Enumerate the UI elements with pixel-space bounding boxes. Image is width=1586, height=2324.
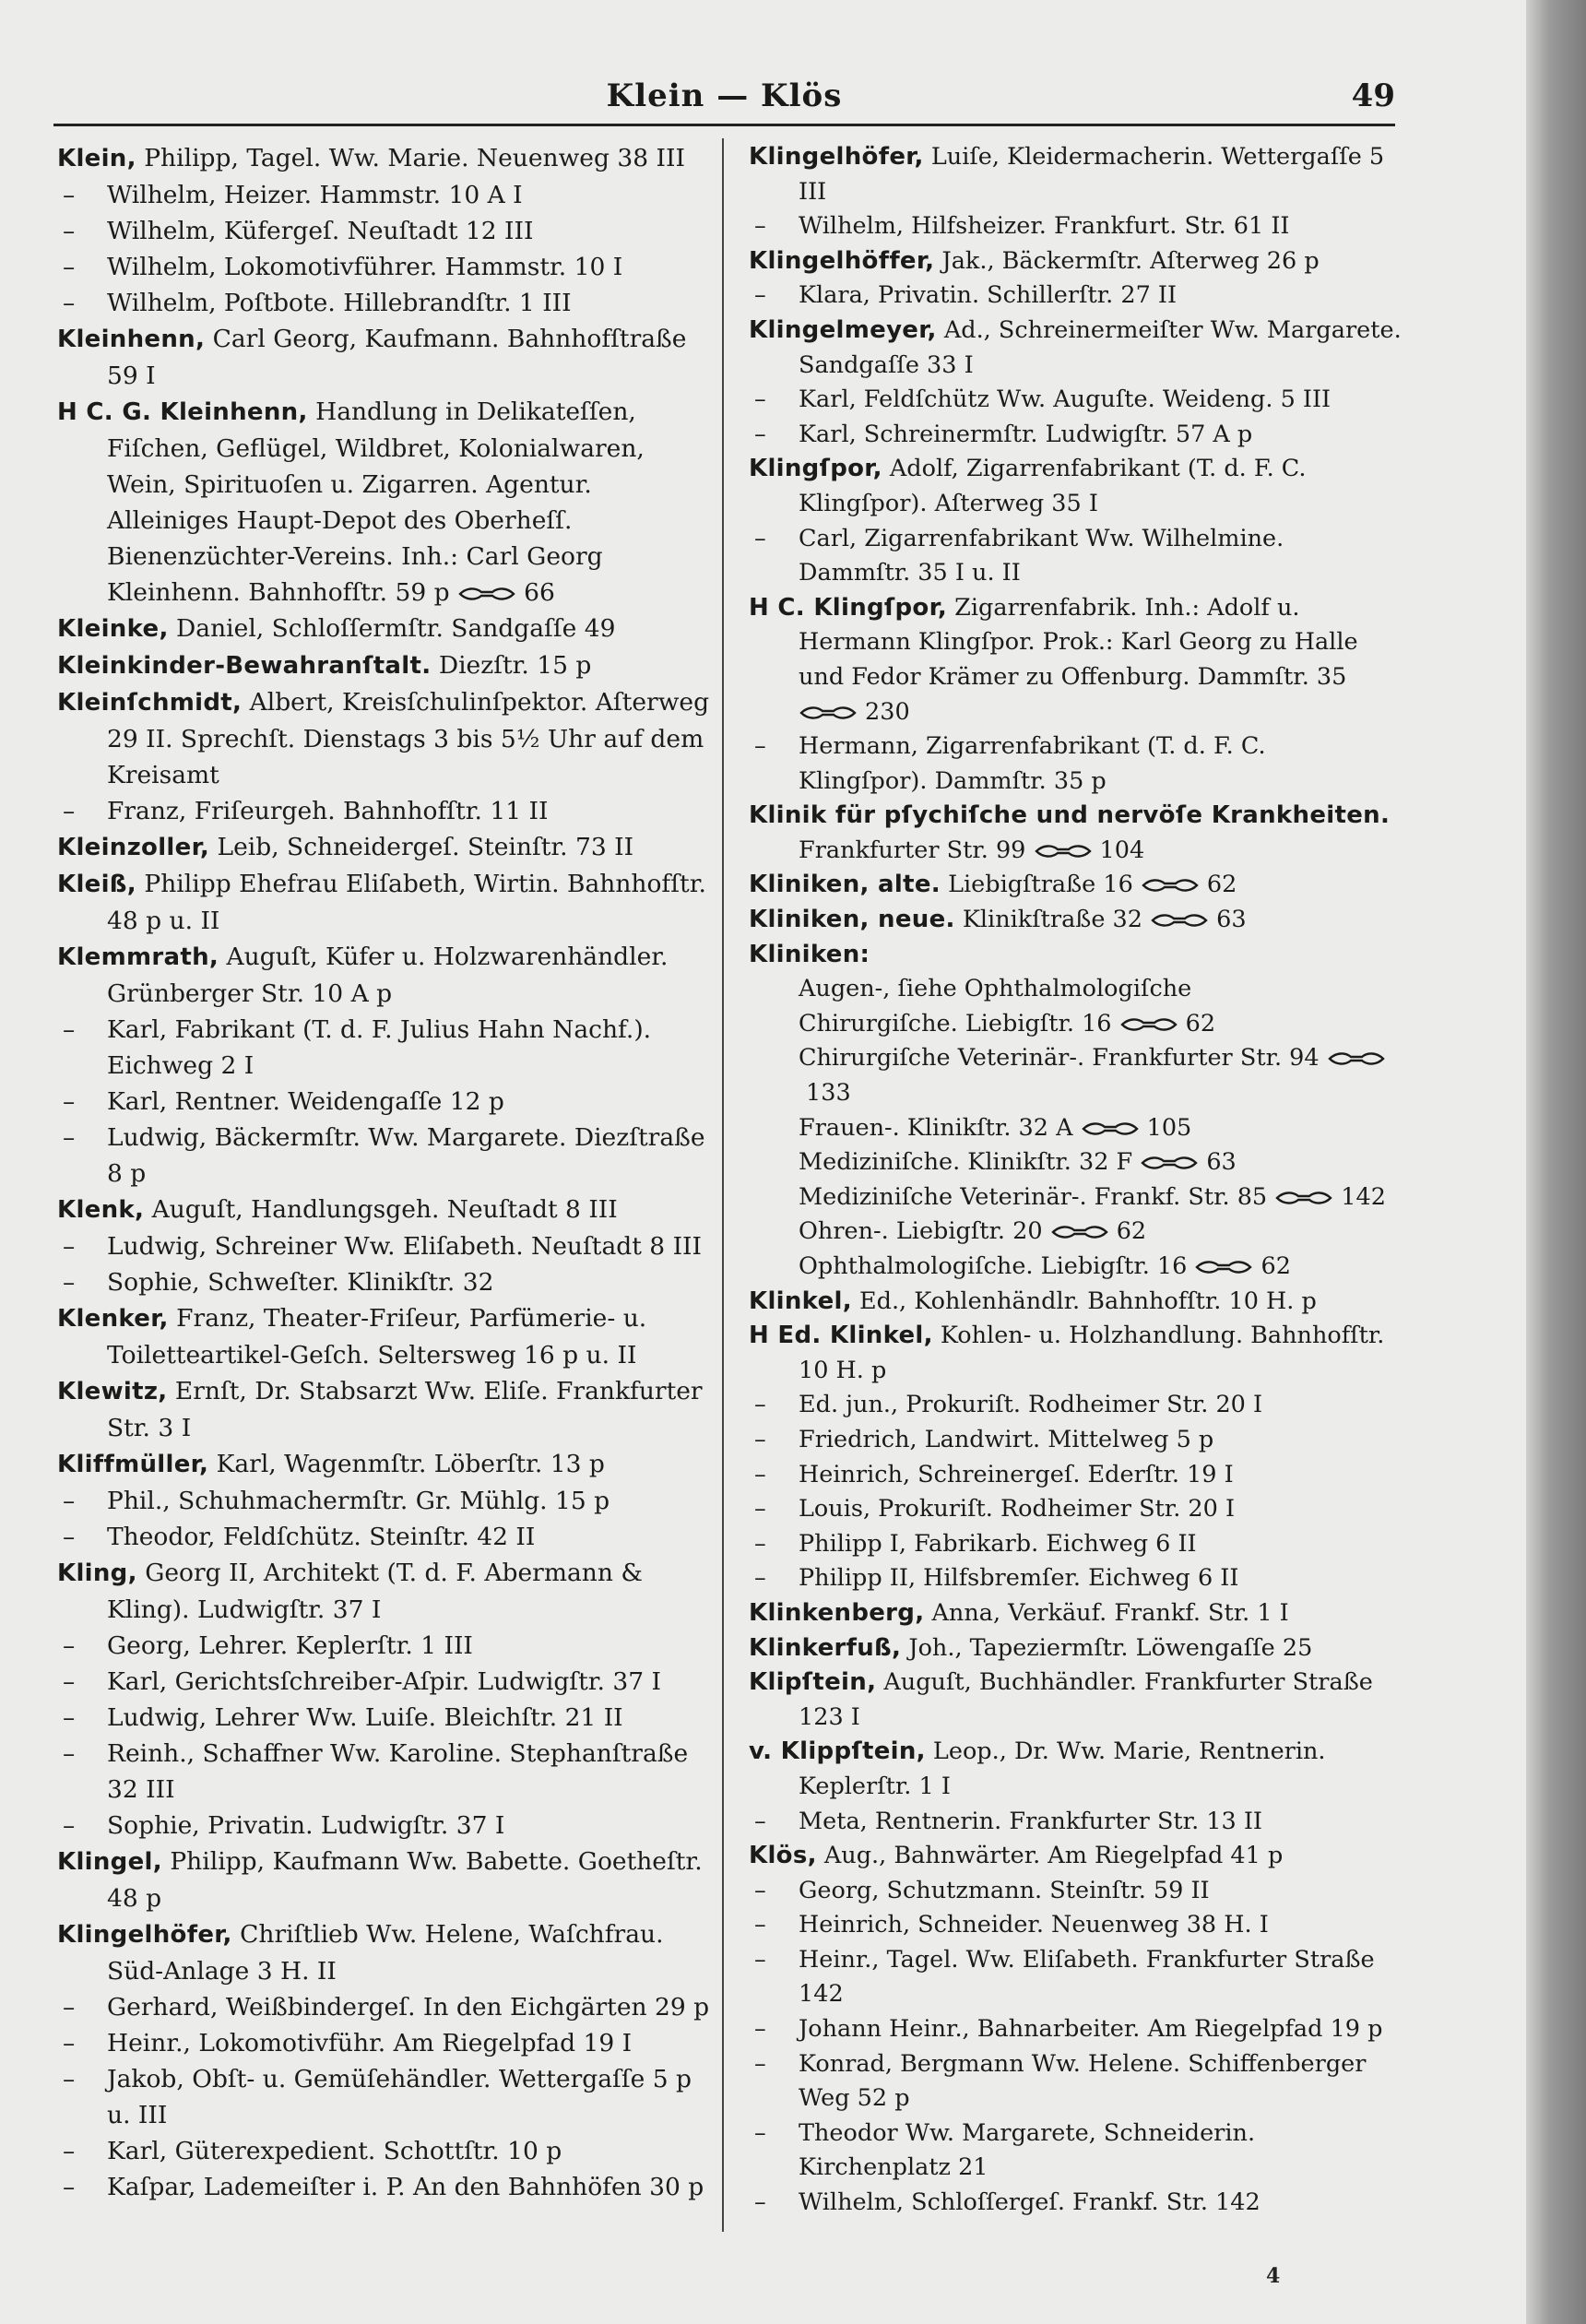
directory-entry: [57, 1736, 710, 1808]
directory-entry: [749, 1527, 1402, 1562]
entry-name: Klingſpor,: [749, 455, 882, 483]
ditto-dash: –: [63, 1087, 76, 1116]
entry-details: Leib, Schneidergeſ. Steinſtr. 73 II: [209, 833, 634, 861]
directory-entry: [749, 1492, 1402, 1527]
entry-details: Wilhelm, Schloſſergeſ. Frankf. Str. 142: [799, 2188, 1261, 2217]
ditto-dash: –: [754, 1876, 766, 1904]
directory-entry: [749, 314, 1402, 383]
entry-details: Ludwig, Bäckermſtr. Ww. Margarete. Diezſtraße 8 p: [107, 1123, 705, 1188]
telephone-icon: [1034, 843, 1093, 860]
directory-entry: [57, 684, 710, 793]
ditto-dash: –: [754, 2118, 766, 2147]
entry-details: Carl Georg, Kaufmann. Bahnhofſtraße 59 I: [107, 325, 687, 390]
column-divider: [722, 138, 724, 2232]
entry-details: Auguſt, Buchhändler. Frankfurter Straße 123 I: [799, 1668, 1373, 1731]
entry-name: Kling,: [57, 1559, 137, 1587]
directory-entry: [749, 1145, 1402, 1180]
entry-details: Sophie, Schweſter. Klinikſtr. 32: [107, 1268, 494, 1297]
entry-details: Gerhard, Weißbindergeſ. In den Eichgärten 29 p: [107, 1993, 710, 2022]
directory-entry: [749, 2047, 1402, 2116]
directory-entry: [57, 177, 710, 213]
directory-entry: [749, 1596, 1402, 1631]
entry-details: Ernſt, Dr. Stabsarzt Ww. Eliſe. Frankfurter Str. 3 I: [107, 1377, 703, 1442]
ditto-dash: –: [754, 281, 766, 310]
directory-entry: [749, 1631, 1402, 1666]
entry-details: Theodor, Feldſchütz. Steinſtr. 42 II: [107, 1523, 536, 1551]
telephone-icon: [1140, 1155, 1199, 1171]
entry-details: Philipp I, Fabrikarb. Eichweg 6 II: [799, 1529, 1197, 1558]
entry-details: Klinikſtraße 32: [954, 906, 1142, 934]
entry-details: Luiſe, Kleidermacherin. Wettergaſſe 5 III: [799, 143, 1385, 206]
entry-details: Diezſtr. 15 p: [431, 651, 592, 680]
directory-entry: [749, 1180, 1402, 1215]
directory-entry: [749, 244, 1402, 279]
entry-details: Ed., Kohlenhändlr. Bahnhofſtr. 10 H. p: [851, 1286, 1317, 1315]
entry-name: Klinkel,: [749, 1286, 852, 1315]
ditto-dash: –: [754, 524, 766, 552]
directory-entry: [57, 2061, 710, 2133]
entry-details: Louis, Prokuriſt. Rodheimer Str. 20 I: [799, 1495, 1236, 1524]
entry-details: Wilhelm, Heizer. Hammstr. 10 A I: [107, 181, 523, 209]
ditto-dash: –: [63, 1667, 76, 1696]
ditto-dash: –: [63, 2173, 76, 2201]
ditto-dash: –: [63, 2137, 76, 2165]
ditto-dash: –: [754, 1529, 766, 1558]
ditto-dash: –: [63, 1993, 76, 2022]
directory-entry: [749, 1319, 1402, 1388]
directory-entry: [749, 1908, 1402, 1943]
entry-details: Ophthalmologiſche. Liebigſtr. 16: [799, 1252, 1188, 1280]
ditto-dash: –: [754, 1391, 766, 1419]
ditto-dash: –: [63, 2029, 76, 2057]
running-title: Klein — Klös: [606, 77, 843, 114]
entry-name: Klinkenberg,: [749, 1598, 925, 1627]
entry-details: Karl, Gerichtsſchreiber-Aſpir. Ludwigſtr. 37 I: [107, 1667, 661, 1696]
entry-name: Kliniken, alte.: [749, 871, 941, 899]
directory-entry: [749, 279, 1402, 314]
ditto-dash: –: [63, 253, 76, 281]
telephone-icon: [457, 586, 516, 602]
entry-details: Anna, Verkäuf. Frankf. Str. 1 I: [924, 1598, 1289, 1627]
entry-name: Kliniken, neue.: [749, 906, 955, 934]
ditto-dash: –: [754, 1425, 766, 1453]
entry-name: Klinkerfuß,: [749, 1633, 902, 1662]
directory-entry: [57, 1192, 710, 1228]
phone-number: 133: [806, 1079, 851, 1108]
directory-entry: [749, 452, 1402, 521]
entry-name: Kleiß,: [57, 871, 136, 898]
entry-details: Konrad, Bergmann Ww. Helene. Schiffenberger Weg 52 p: [799, 2049, 1367, 2113]
ditto-dash: –: [63, 1268, 76, 1297]
entry-name: Kleinſchmidt,: [57, 689, 243, 717]
entry-details: Franz, Theater-Friſeur, Parfümerie- u. Toiletteartikel-Geſch. Seltersweg 16 p u. II: [107, 1304, 647, 1370]
ditto-dash: –: [754, 1945, 766, 1974]
directory-entry: [749, 1285, 1402, 1320]
entry-name: H C. Klingſpor,: [749, 593, 948, 622]
entry-details: Jakob, Obſt- u. Gemüſehändler. Wettergaſſe 5 p u. III: [107, 2065, 692, 2129]
directory-entry: [57, 647, 710, 684]
entry-name: Kleinhenn,: [57, 326, 206, 353]
entry-details: Karl, Wagenmſtr. Löberſtr. 13 p: [208, 1450, 605, 1478]
entry-details: Carl, Zigarrenfabrikant Ww. Wilhelmine. Dammſtr. 35 I u. II: [799, 524, 1284, 587]
directory-entry: [57, 1264, 710, 1300]
ditto-dash: –: [754, 732, 766, 761]
ditto-dash: –: [63, 1487, 76, 1515]
ditto-dash: –: [63, 797, 76, 825]
directory-entry: [749, 522, 1402, 591]
entry-details: Johann Heinr., Bahnarbeiter. Am Riegelpfad 19 p: [799, 2015, 1383, 2044]
entry-name: Klemmrath,: [57, 943, 219, 971]
directory-entry: [749, 1388, 1402, 1423]
directory-entry: [57, 2133, 710, 2169]
telephone-icon: [1150, 912, 1209, 929]
entry-name: Kleinzoller,: [57, 834, 210, 861]
entry-name: Klenker,: [57, 1305, 169, 1333]
entry-details: Philipp Ehefrau Eliſabeth, Wirtin. Bahnhofſtr. 48 p u. II: [107, 870, 706, 935]
entry-details: Ad., Schreinermeiſter Ww. Margarete. Sandgaſſe 33 I: [799, 315, 1402, 379]
directory-entry: [57, 1373, 710, 1446]
entry-name: Klingelhöfer,: [749, 143, 924, 171]
ditto-dash: –: [63, 1123, 76, 1152]
entry-name: Klenk,: [57, 1196, 145, 1224]
directory-entry: [749, 1839, 1402, 1874]
directory-entry: [57, 394, 710, 611]
phone-number: 62: [1116, 1217, 1147, 1246]
directory-entry: [57, 1446, 710, 1483]
directory-entry: [749, 1215, 1402, 1250]
phone-number: 105: [1146, 1113, 1192, 1142]
directory-entry: [57, 1664, 710, 1700]
directory-entry: [57, 1519, 710, 1555]
entry-details: Kaſpar, Lademeiſter i. P. An den Bahnhöfen 30 p: [107, 2173, 704, 2201]
directory-entry: [749, 1874, 1402, 1909]
directory-entry: [749, 1041, 1402, 1110]
directory-entry: [749, 2186, 1402, 2221]
phone-number: 66: [524, 578, 555, 607]
entry-details: Georg II, Architekt (T. d. F. Abermann & Kling). Ludwigſtr. 37 I: [107, 1559, 643, 1624]
entry-name: H C. G. Kleinhenn,: [57, 398, 308, 426]
entry-details: Georg, Lehrer. Keplerſtr. 1 III: [107, 1631, 473, 1660]
ditto-dash: –: [63, 217, 76, 245]
telephone-icon: [799, 705, 858, 721]
directory-entry: [749, 418, 1402, 453]
ditto-dash: –: [63, 1015, 76, 1044]
directory-entry: [749, 2116, 1402, 2186]
entry-name: Kliniken:: [749, 940, 870, 968]
entry-details: Handlung in Delikateſſen, Fiſchen, Geflügel, Wildbret, Kolonialwaren, Wein, Spirituoſen u. Zigarren. Agentur. Alleiniges Haupt-Depot des Oberheſſ. Bienenzüchter-Vereins. Inh.: Carl Georg Kleinhenn. Bahnhofſtr. 59 p: [107, 397, 645, 607]
entry-details: Mediziniſche. Klinikſtr. 32 F: [799, 1148, 1133, 1177]
ditto-dash: –: [754, 2015, 766, 2044]
entry-details: Philipp, Tagel. Ww. Marie. Neuenweg 38 III: [136, 144, 685, 172]
entry-name: Klinik für pſychiſche und nervöſe Krankheiten.: [749, 801, 1391, 830]
entry-details: Ed. jun., Prokuriſt. Rodheimer Str. 20 I: [799, 1391, 1263, 1419]
directory-entry: [749, 1943, 1402, 2012]
entry-name: Klipſtein,: [749, 1668, 877, 1697]
directory-entry: [57, 793, 710, 829]
entry-details: Ludwig, Schreiner Ww. Eliſabeth. Neuſtadt 8 III: [107, 1232, 702, 1261]
entry-details: Franz, Friſeurgeh. Bahnhofſtr. 11 II: [107, 797, 549, 825]
directory-entry: [57, 1300, 710, 1373]
directory-entry: [749, 972, 1402, 1007]
ditto-dash: –: [63, 2065, 76, 2093]
directory-entry: [749, 938, 1402, 973]
directory-entry: [57, 1228, 710, 1264]
directory-entry: [749, 383, 1402, 418]
entry-details: Karl, Güterexpedient. Schottſtr. 10 p: [107, 2137, 562, 2165]
entry-details: Heinr., Tagel. Ww. Eliſabeth. Frankfurter Straße 142: [799, 1945, 1375, 2009]
directory-entry: [57, 249, 710, 285]
entry-name: Klingelhöfer,: [57, 1921, 232, 1949]
directory-entry: [57, 1808, 710, 1844]
entry-details: Ludwig, Lehrer Ww. Luiſe. Bleichſtr. 21 II: [107, 1703, 623, 1732]
ditto-dash: –: [754, 1495, 766, 1524]
phone-number: 62: [1185, 1009, 1216, 1038]
entry-details: Heinrich, Schreinergeſ. Ederſtr. 19 I: [799, 1460, 1234, 1488]
entry-details: Frauen-. Klinikſtr. 32 A: [799, 1113, 1073, 1142]
entry-details: Hermann, Zigarrenfabrikant (T. d. F. C. Klingſpor). Dammſtr. 35 p: [799, 732, 1266, 795]
entry-name: Klingel,: [57, 1848, 162, 1876]
entry-details: Auguſt, Küfer u. Holzwarenhändler. Grünberger Str. 10 A p: [107, 943, 669, 1008]
directory-entry: [57, 2025, 710, 2061]
directory-entry: [57, 939, 710, 1012]
ditto-dash: –: [754, 385, 766, 414]
directory-entry: [57, 140, 710, 177]
entry-details: Jak., Bäckermſtr. Aſterweg 26 p: [934, 246, 1320, 275]
phone-number: 62: [1206, 871, 1237, 899]
entry-details: Aug., Bahnwärter. Am Riegelpfad 41 p: [816, 1842, 1284, 1870]
directory-entry: [57, 1555, 710, 1628]
directory-entry: [57, 866, 710, 939]
signature-mark: 4: [1266, 2264, 1281, 2288]
directory-entry: [749, 1735, 1402, 1804]
phone-number: 230: [865, 697, 910, 726]
directory-entry: [749, 209, 1402, 244]
entry-details: Chirurgiſche Veterinär-. Frankfurter Str. 94: [799, 1044, 1320, 1073]
entry-details: Frankfurter Str. 99: [799, 836, 1026, 864]
entry-details: Karl, Feldſchütz Ww. Auguſte. Weideng. 5 III: [799, 385, 1332, 414]
header-rule: [53, 124, 1395, 126]
ditto-dash: –: [754, 1564, 766, 1593]
entry-details: Karl, Schreinermſtr. Ludwigſtr. 57 A p: [799, 420, 1253, 448]
entry-details: Friedrich, Landwirt. Mittelweg 5 p: [799, 1425, 1214, 1453]
entry-details: Wilhelm, Poſtbote. Hillebrandſtr. 1 III: [107, 289, 572, 317]
entry-details: Meta, Rentnerin. Frankfurter Str. 13 II: [799, 1807, 1262, 1835]
entry-details: Philipp II, Hilfsbremſer. Eichweg 6 II: [799, 1564, 1239, 1593]
entry-details: Wilhelm, Küfergeſ. Neuſtadt 12 III: [107, 217, 534, 245]
telephone-icon: [1050, 1224, 1109, 1240]
directory-entry: [749, 140, 1402, 209]
directory-entry: [749, 1250, 1402, 1285]
entry-name: H Ed. Klinkel,: [749, 1322, 933, 1350]
directory-entry: [57, 611, 710, 647]
ditto-dash: –: [754, 1911, 766, 1939]
entry-details: Theodor Ww. Margarete, Schneiderin. Kirchenplatz 21: [799, 2118, 1256, 2182]
directory-entry: [57, 321, 710, 394]
directory-entry: [749, 1458, 1402, 1493]
directory-entry: [57, 213, 710, 249]
entry-details: Sophie, Privatin. Ludwigſtr. 37 I: [107, 1811, 505, 1840]
entry-details: Joh., Tapeziermſtr. Löwengaſſe 25: [901, 1633, 1313, 1662]
ditto-dash: –: [63, 1523, 76, 1551]
entry-name: Kleinke,: [57, 615, 169, 643]
entry-details: Ohren-. Liebigſtr. 20: [799, 1217, 1043, 1246]
ditto-dash: –: [754, 212, 766, 241]
entry-details: Daniel, Schloſſermſtr. Sandgaſſe 49: [168, 614, 616, 643]
directory-entry: [749, 729, 1402, 799]
entry-name: Kleinkinder-Bewahranſtalt.: [57, 652, 432, 680]
entry-details: Auguſt, Handlungsgeh. Neuſtadt 8 III: [144, 1195, 618, 1224]
directory-entry: [57, 1916, 710, 1989]
entry-details: Philipp, Kaufmann Ww. Babette. Goetheſtr. 48 p: [107, 1847, 703, 1913]
directory-entry: [749, 1666, 1402, 1735]
entry-details: Klara, Privatin. Schillerſtr. 27 II: [799, 281, 1178, 310]
phone-number: 62: [1261, 1252, 1291, 1280]
entry-name: Klingelmeyer,: [749, 315, 937, 344]
entry-details: Zigarrenfabrik. Inh.: Adolf u. Hermann Klingſpor. Prok.: Karl Georg zu Halle und Fedor Krämer zu Offenburg. Dammſtr. 35: [799, 593, 1358, 691]
ditto-dash: –: [754, 1460, 766, 1488]
directory-entry: [749, 1111, 1402, 1146]
phone-number: 104: [1099, 836, 1145, 864]
ditto-dash: –: [63, 1739, 76, 1768]
entry-details: Heinr., Lokomotivführ. Am Riegelpfad 19 I: [107, 2029, 633, 2057]
entry-details: Karl, Fabrikant (T. d. F. Julius Hahn Nachf.). Eichweg 2 I: [107, 1015, 652, 1080]
ditto-dash: –: [754, 1807, 766, 1835]
directory-entry: [57, 1989, 710, 2025]
telephone-icon: [1081, 1120, 1140, 1137]
directory-entry: [749, 1007, 1402, 1042]
entry-details: Liebigſtraße 16: [940, 871, 1133, 899]
directory-entry: [749, 1423, 1402, 1458]
phone-number: 63: [1216, 906, 1247, 934]
directory-entry: [57, 1483, 710, 1519]
entry-details: Heinrich, Schneider. Neuenweg 38 H. I: [799, 1911, 1269, 1939]
directory-entry: [57, 1012, 710, 1084]
directory-entry: [749, 903, 1402, 938]
directory-entry: [57, 2169, 710, 2205]
directory-entry: [57, 285, 710, 321]
directory-entry: [749, 799, 1402, 868]
entry-details: Adolf, Zigarrenfabrikant (T. d. F. C. Klingſpor). Aſterweg 35 I: [799, 455, 1307, 517]
gutter-shadow: [1526, 0, 1586, 2324]
entry-details: Leop., Dr. Ww. Marie, Rentnerin. Keplerſtr. 1 I: [799, 1737, 1326, 1800]
entry-details: Wilhelm, Lokomotivführer. Hammstr. 10 I: [107, 253, 623, 281]
entry-name: Klingelhöffer,: [749, 246, 935, 275]
entry-name: v. Klippſtein,: [749, 1737, 926, 1766]
directory-entry: [749, 591, 1402, 729]
entry-details: Chirurgiſche. Liebigſtr. 16: [799, 1009, 1112, 1038]
telephone-icon: [1274, 1190, 1333, 1206]
directory-entry: [749, 1805, 1402, 1840]
entry-details: Georg, Schutzmann. Steinſtr. 59 II: [799, 1876, 1210, 1904]
entry-details: Karl, Rentner. Weidengaſſe 12 p: [107, 1087, 504, 1116]
page-number: 49: [1351, 77, 1395, 114]
entry-details: Phil., Schuhmachermſtr. Gr. Mühlg. 15 p: [107, 1487, 610, 1515]
entry-details: Kohlen- u. Holzhandlung. Bahnhofſtr. 10 H. p: [799, 1322, 1385, 1384]
directory-entry: [749, 868, 1402, 903]
ditto-dash: –: [63, 289, 76, 317]
telephone-icon: [1119, 1016, 1178, 1033]
entry-name: Klös,: [749, 1842, 817, 1870]
directory-entry: [749, 2012, 1402, 2047]
telephone-icon: [1327, 1050, 1386, 1067]
entry-details: Wilhelm, Hilfsheizer. Frankfurt. Str. 61 II: [799, 212, 1290, 241]
directory-entry: [57, 1084, 710, 1120]
entry-details: Augen-, ſiehe Ophthalmologiſche: [799, 975, 1192, 1003]
ditto-dash: –: [754, 2049, 766, 2078]
directory-entry: [57, 1628, 710, 1664]
left-column: [57, 140, 710, 2205]
entry-details: Mediziniſche Veterinär-. Frankf. Str. 85: [799, 1182, 1268, 1211]
directory-entry: [57, 1120, 710, 1192]
telephone-icon: [1194, 1259, 1253, 1275]
entry-details: Reinh., Schaffner Ww. Karoline. Stephanſtraße 32 III: [107, 1739, 689, 1804]
phone-number: 63: [1206, 1148, 1237, 1177]
page-header: [53, 77, 1395, 122]
entry-name: Klein,: [57, 145, 136, 172]
phone-number: 142: [1341, 1182, 1386, 1211]
ditto-dash: –: [63, 181, 76, 209]
entry-details: Albert, Kreisſchulinſpektor. Aſterweg 29 II. Sprechſt. Dienstags 3 bis 5½ Uhr auf dem Kreisamt: [107, 688, 710, 789]
ditto-dash: –: [63, 1703, 76, 1732]
entry-name: Kliffmüller,: [57, 1451, 209, 1478]
entry-details: Chriſtlieb Ww. Helene, Waſchfrau. Süd-Anlage 3 H. II: [107, 1920, 664, 1986]
ditto-dash: –: [754, 2188, 766, 2217]
right-column: [749, 140, 1402, 2221]
directory-entry: [57, 829, 710, 866]
telephone-icon: [1141, 877, 1200, 894]
directory-entry: [749, 1561, 1402, 1596]
ditto-dash: –: [63, 1811, 76, 1840]
directory-entry: [57, 1844, 710, 1916]
directory-entry: [57, 1700, 710, 1736]
ditto-dash: –: [63, 1232, 76, 1261]
ditto-dash: –: [63, 1631, 76, 1660]
ditto-dash: –: [754, 420, 766, 448]
entry-name: Klewitz,: [57, 1378, 168, 1405]
